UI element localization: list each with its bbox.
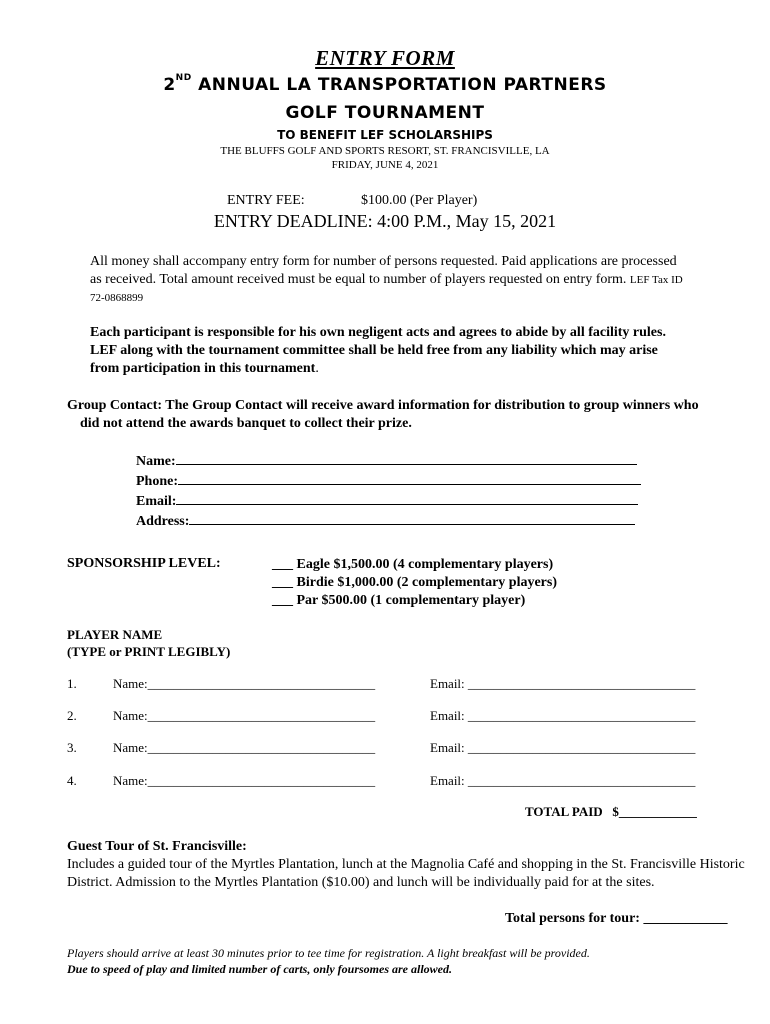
total-paid-field[interactable]: TOTAL PAID $____________ (525, 804, 697, 819)
contact-name-label: Name: (136, 454, 176, 469)
date-line: FRIDAY, JUNE 4, 2021 (331, 159, 439, 171)
contact-phone-line[interactable] (178, 471, 641, 485)
player-email-field[interactable]: Email: ___________________________________ (430, 676, 696, 691)
player-name-field[interactable]: Name:___________________________________ (113, 773, 376, 788)
event-subtitle: GOLF TOURNAMENT (285, 103, 485, 123)
ordinal-suffix: ND (175, 73, 192, 83)
contact-email-field[interactable] (136, 491, 641, 511)
player-email-field[interactable]: Email: ___________________________________ (430, 773, 696, 788)
player-number: 1. (67, 676, 77, 691)
player-number: 4. (67, 773, 77, 788)
contact-email-line[interactable] (176, 491, 638, 505)
contact-name-field[interactable] (136, 451, 641, 471)
group-contact-fields (136, 451, 641, 531)
payment-text: All money shall accompany entry form for number of persons requested. Paid applications are processed as received. Total amount received must be equal to number of players requested on entry form. (90, 254, 677, 287)
event-title-line (0, 75, 770, 95)
foursome-note: Due to speed of play and limited number of carts, only foursomes are allowed. (67, 962, 452, 976)
venue-line: THE BLUFFS GOLF AND SPORTS RESORT, ST. FRANCISVILLE, LA (220, 145, 550, 157)
contact-address-line[interactable] (189, 511, 635, 525)
player-email-field[interactable]: Email: ___________________________________ (430, 708, 696, 723)
form-title: ENTRY FORM (315, 46, 455, 70)
sponsorship-options (272, 556, 557, 610)
tax-id: LEF Tax ID 72-0868899 (90, 274, 683, 304)
payment-paragraph (90, 253, 690, 307)
sponsor-eagle-option[interactable]: ___ Eagle $1,500.00 (4 complementary players) (272, 557, 554, 572)
player-email-field[interactable]: Email: ___________________________________ (430, 740, 696, 755)
contact-address-field[interactable] (136, 511, 641, 531)
player-header-title: PLAYER NAME (67, 627, 163, 642)
guest-tour-description: Includes a guided tour of the Myrtles Plantation, lunch at the Magnolia Café and shopping in the St. Francisville Historic District. Admission to the Myrtles Plantation ($10.00) and lunch will be individually paid for at the sites. (67, 857, 745, 890)
contact-email-label: Email: (136, 494, 177, 509)
tour-total-field[interactable]: Total persons for tour: ____________ (505, 911, 728, 926)
entry-fee-value: $100.00 (Per Player) (361, 193, 478, 208)
liability-paragraph (90, 324, 690, 378)
player-name-field[interactable]: Name:___________________________________ (113, 740, 376, 755)
contact-address-label: Address: (136, 514, 190, 529)
entry-fee-label: ENTRY FEE: (227, 193, 305, 208)
player-name-header (67, 626, 230, 660)
contact-phone-field[interactable] (136, 471, 641, 491)
liability-period: . (315, 361, 319, 376)
contact-phone-label: Phone: (136, 474, 178, 489)
player-row (67, 773, 727, 791)
benefit-line: TO BENEFIT LEF SCHOLARSHIPS (277, 128, 493, 142)
contact-name-line[interactable] (176, 451, 637, 465)
ordinal-number: 2 (163, 75, 176, 95)
player-row (67, 708, 727, 726)
sponsorship-label: SPONSORSHIP LEVEL: (67, 556, 221, 571)
sponsor-birdie-option[interactable]: ___ Birdie $1,000.00 (2 complementary players) (272, 575, 558, 590)
player-row (67, 740, 727, 758)
liability-text: Each participant is responsible for his own negligent acts and agrees to abide by all facility rules. LEF along with the tournament committee shall be held free from any liability which may arise from participation in this tournament (90, 325, 666, 376)
event-name: ANNUAL LA TRANSPORTATION PARTNERS (191, 75, 607, 95)
player-name-field[interactable]: Name:___________________________________ (113, 676, 376, 691)
player-header-instruction: (TYPE or PRINT LEGIBLY) (67, 644, 231, 659)
arrival-note: Players should arrive at least 30 minutes prior to tee time for registration. A light breakfast will be provided. (67, 946, 590, 960)
player-row (67, 676, 727, 694)
group-contact-paragraph: Group Contact: The Group Contact will receive award information for distribution to group winners who did not attend the awards banquet to collect their prize. (67, 398, 699, 431)
player-number: 3. (67, 740, 77, 755)
guest-tour-title: Guest Tour of St. Francisville: (67, 839, 247, 854)
player-number: 2. (67, 708, 77, 723)
sponsor-par-option[interactable]: ___ Par $500.00 (1 complementary player) (272, 593, 526, 608)
player-name-field[interactable]: Name:___________________________________ (113, 708, 376, 723)
entry-deadline: ENTRY DEADLINE: 4:00 P.M., May 15, 2021 (213, 211, 557, 231)
